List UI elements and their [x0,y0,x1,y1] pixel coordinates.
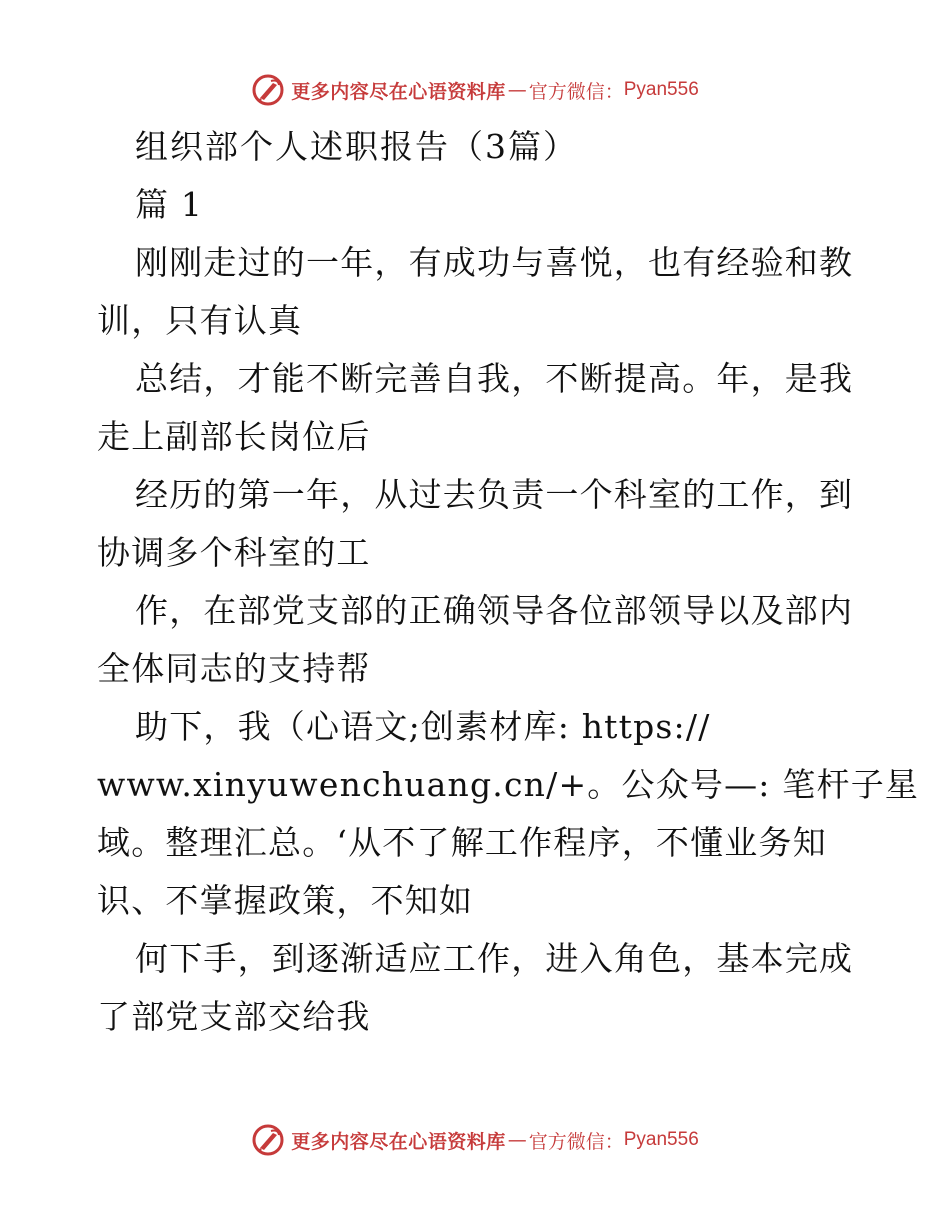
banner-separator: — [507,1129,527,1151]
text-line: 助下，我（心语文;创素材库: https:// [135,707,711,746]
text-line: 训，只有认真 [97,301,303,340]
text-line: 域。整理汇总。‘从不了解工作程序，不懂业务知 [97,823,827,862]
section-heading: 篇 1 [135,185,204,224]
banner-separator: — [507,79,527,101]
document-body [97,118,920,1046]
text-line: 刚刚走过的一年，有成功与喜悦，也有经验和教 [135,243,854,282]
banner-wechat-label: 官方微信： [528,80,624,103]
text-line: 全体同志的支持帮 [97,649,371,688]
footer-banner [0,1120,950,1160]
paragraph-lines [97,234,920,1046]
banner-brand: 更多内容尽在心语资料库 [291,80,506,103]
header-banner [0,70,950,110]
banner-brand: 更多内容尽在心语资料库 [291,1130,506,1153]
document-title: 组织部个人述职报告（3篇） [135,127,578,166]
banner-wechat-id: Pyan556 [623,1129,699,1150]
text-line: 了部党支部交给我 [97,997,371,1036]
pen-logo-icon [251,1123,285,1157]
text-line: www.xinyuwenchuang.cn/+。公众号—: 笔杆子星 [97,765,920,804]
banner-wechat-label: 官方微信： [528,1130,624,1153]
text-line: 总结，才能不断完善自我，不断提高。年，是我 [135,359,854,398]
text-line: 走上副部长岗位后 [97,417,371,456]
banner-wechat-id: Pyan556 [623,79,699,100]
text-line: 经历的第一年，从过去负责一个科室的工作，到 [135,475,854,514]
text-line: 识、不掌握政策，不知如 [97,881,474,920]
text-line: 协调多个科室的工 [97,533,371,572]
text-line: 何下手，到逐渐适应工作，进入角色，基本完成 [135,939,854,978]
pen-logo-icon [251,73,285,107]
text-line: 作，在部党支部的正确领导各位部领导以及部内 [135,591,854,630]
